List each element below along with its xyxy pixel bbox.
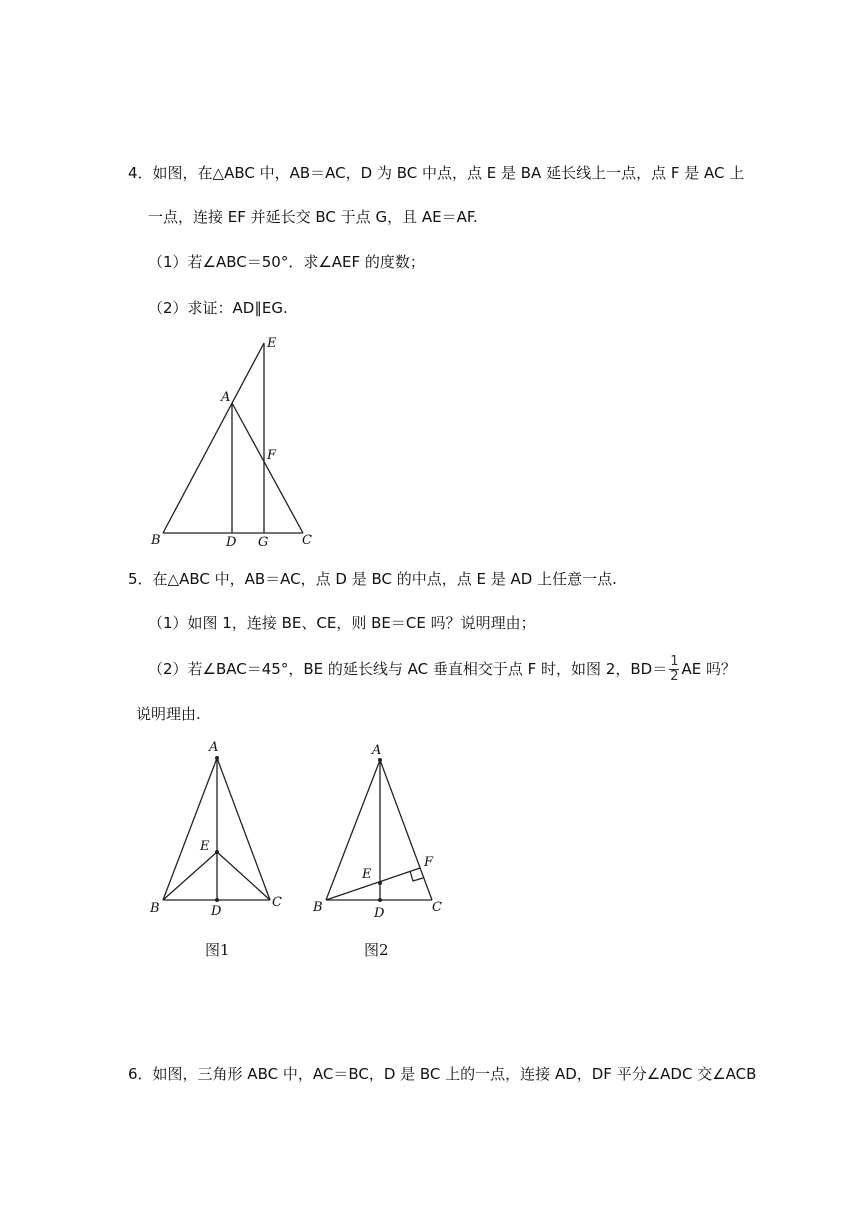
label-B: B <box>151 533 161 548</box>
label-F: F <box>267 448 277 463</box>
line-BF <box>326 868 420 900</box>
problem5-figure1 <box>145 736 295 919</box>
problem5-line1: 5．在△ABC 中，AB＝AC，点 D 是 BC 的中点，点 E 是 AD 上任意一点. <box>128 570 617 588</box>
label-G: G <box>258 535 269 550</box>
problem4-part2: （2）求证：AD∥EG. <box>148 299 288 317</box>
problem6-line1: 6．如图，三角形 ABC 中，AC＝BC，D 是 BC 上的一点，连接 AD，DF 平分∠ADC 交∠ACB <box>128 1065 757 1083</box>
label-D: D <box>374 906 385 921</box>
label-E: E <box>267 336 277 351</box>
problem4-line2: 一点，连接 EF 并延长交 BC 于点 G，且 AE＝AF. <box>148 208 478 226</box>
label-D: D <box>226 535 237 550</box>
label-C: C <box>432 900 442 915</box>
label-A: A <box>221 390 231 405</box>
label-F: F <box>424 855 434 870</box>
line-CE <box>217 852 270 900</box>
label-A: A <box>209 740 219 755</box>
fraction-denominator: 2 <box>670 669 679 684</box>
label-E: E <box>362 867 372 882</box>
fraction-one-half <box>669 655 679 684</box>
problem5-part2-cont: 说明理由. <box>136 705 201 723</box>
line-AC <box>217 758 270 900</box>
figure1-caption: 图1 <box>205 941 230 959</box>
problem4-line1: 4．如图，在△ABC 中，AB＝AC，D 为 BC 中点，点 E 是 BA 延长线上一点，点 F 是 AC 上 <box>128 164 745 182</box>
label-B: B <box>313 900 323 915</box>
line-BE <box>163 343 264 533</box>
label-B: B <box>150 901 160 916</box>
line-AB <box>326 760 380 900</box>
label-E: E <box>200 839 210 854</box>
problem4-figure <box>150 334 330 554</box>
label-A: A <box>372 743 382 758</box>
problem5-part2-before: （2）若∠BAC＝45°，BE 的延长线与 AC 垂直相交于点 F 时，如图 2，BD＝ <box>148 660 668 678</box>
line-AC <box>232 403 303 533</box>
problem5-figure2 <box>310 736 460 921</box>
figure2-caption: 图2 <box>364 941 389 959</box>
line-BE <box>163 852 217 900</box>
label-C: C <box>272 895 282 910</box>
label-D: D <box>211 904 222 919</box>
problem4-part1: （1）若∠ABC＝50°．求∠AEF 的度数； <box>148 253 425 271</box>
problem5-part2-after: AE 吗？ <box>681 660 736 678</box>
fraction-numerator: 1 <box>670 654 679 669</box>
right-angle-mark <box>410 871 423 881</box>
problem5-part1: （1）如图 1，连接 BE、CE，则 BE＝CE 吗？说明理由； <box>148 614 536 632</box>
problem5-part2 <box>148 652 736 686</box>
line-AB <box>163 758 217 900</box>
label-C: C <box>302 533 312 548</box>
